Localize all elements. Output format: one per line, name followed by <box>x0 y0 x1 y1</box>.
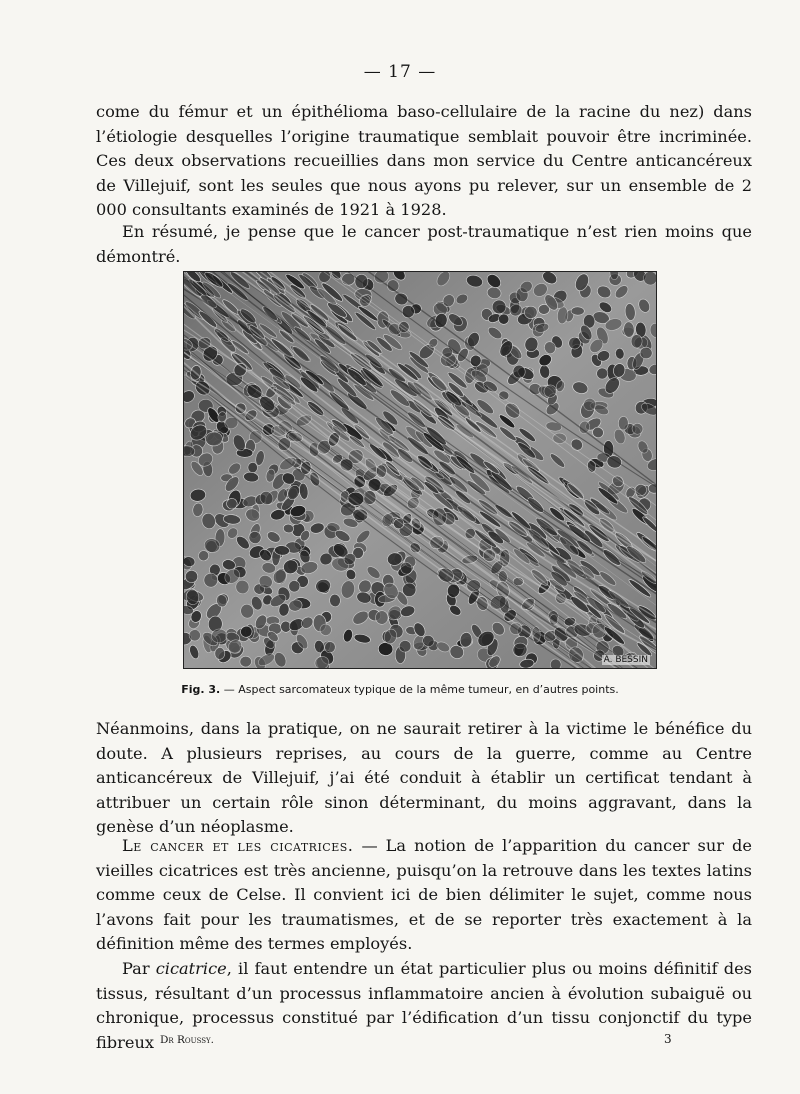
footer-author: Dr Roussy. <box>160 1034 214 1046</box>
paragraph-3: Néanmoins, dans la pratique, on ne saurait retirer à la victime le bénéfice du doute. A plusieurs reprises, au cours de la guerre, comme au Centre anticancéreux de Villejuif, j’ai été conduit à établir un certificat tendant à attribuer un certain rôle sinon déterminant, du moins aggravant, dans la genèse d’un néoplasme. <box>96 719 752 836</box>
italic-term: cicatrice <box>155 959 227 978</box>
illustrator-signature: A. BESSIN <box>603 655 648 665</box>
paragraph-2: En résumé, je pense que le cancer post-traumatique n’est rien moins que démontré. <box>96 222 752 266</box>
figure-caption <box>0 683 800 696</box>
figure-caption-text: — Aspect sarcomateux typique de la même tumeur, en d’autres points. <box>220 683 619 696</box>
histology-figure <box>183 271 657 669</box>
section-heading: Le cancer et les cicatrices. <box>122 836 354 855</box>
paragraph-5-body: , il faut entendre un état particulier plus ou moins définitif des tissus, résultant d’un processus inflammatoire ancien à évolution subaiguë ou chronique, processus constitué par l’édification d’un tissu conjonctif du type fibreux <box>96 959 752 1052</box>
paragraph-4-body: — La notion de l’apparition du cancer sur de vieilles cicatrices est très ancienne, puisqu’on la retrouve dans les textes latins comme ceux de Celse. Il convient ici de bien délimiter le sujet, comme nous l’avons fait pour les traumatismes, et de se reporter très exactement à la définition même des termes employés. <box>96 836 752 953</box>
footer-sheet-number: 3 <box>664 1032 672 1046</box>
paragraph-4 <box>96 834 752 957</box>
histology-micrograph-image <box>184 272 656 668</box>
paragraph-1: come du fémur et un épithélioma baso-cellulaire de la racine du nez) dans l’étiologie desquelles l’origine traumatique semblait pouvoir être incriminée. Ces deux observations recueillies dans mon service du Centre anticancéreux de Villejuif, sont les seules que nous ayons pu relever, sur un ensemble de 2 000 consultants examinés de 1921 à 1928. <box>96 102 752 219</box>
page-number: — 17 — <box>363 62 437 82</box>
figure-label: Fig. 3. <box>181 683 221 696</box>
paragraph-5-start: Par <box>122 959 156 978</box>
